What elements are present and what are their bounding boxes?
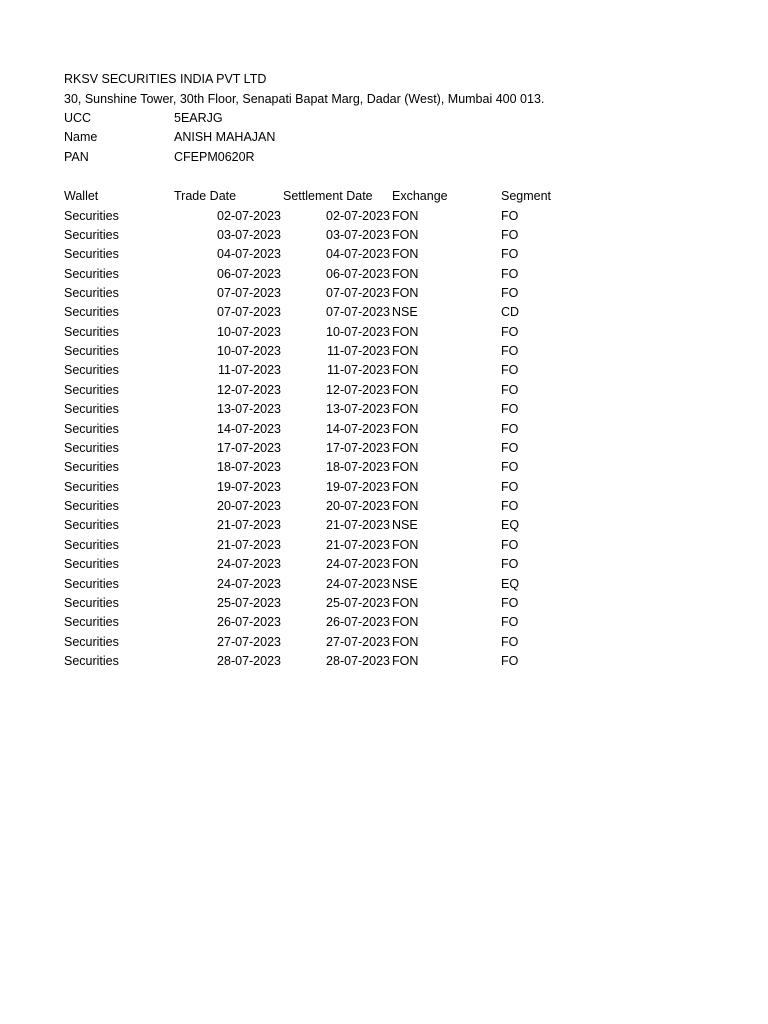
exchange-cell: FON — [392, 266, 419, 281]
wallet-cell: Securities — [64, 285, 119, 300]
segment-cell: FO — [501, 615, 519, 630]
trade-date-cell: 25-07-2023 — [217, 595, 281, 610]
table-row — [64, 613, 664, 632]
settlement-date-cell: 19-07-2023 — [326, 479, 390, 494]
exchange-cell: NSE — [392, 576, 418, 591]
trade-date-cell: 07-07-2023 — [217, 305, 281, 320]
exchange-cell: FON — [392, 324, 419, 339]
settlement-date-cell: 27-07-2023 — [326, 634, 390, 649]
wallet-cell: Securities — [64, 595, 119, 610]
wallet-cell: Securities — [64, 537, 119, 552]
segment-cell: FO — [501, 595, 519, 610]
wallet-cell: Securities — [64, 363, 119, 378]
exchange-cell: FON — [392, 460, 419, 475]
settlement-date-cell: 11-07-2023 — [326, 344, 390, 359]
settlement-date-cell: 02-07-2023 — [326, 208, 390, 223]
settlement-date-cell: 04-07-2023 — [326, 247, 390, 262]
header-wallet: Wallet — [64, 189, 99, 203]
exchange-cell: FON — [392, 557, 419, 572]
segment-cell: FO — [501, 402, 519, 417]
segment-cell: FO — [501, 479, 519, 494]
table-row — [64, 555, 664, 574]
wallet-cell: Securities — [64, 344, 119, 359]
exchange-cell: FON — [392, 402, 419, 417]
name-label: Name — [64, 130, 98, 144]
trade-date-cell: 28-07-2023 — [217, 654, 281, 668]
settlement-date-cell: 26-07-2023 — [326, 615, 390, 630]
table-row — [64, 381, 664, 400]
wallet-cell: Securities — [64, 460, 119, 475]
segment-cell: FO — [501, 382, 519, 397]
settlement-date-cell: 11-07-2023 — [326, 363, 390, 378]
settlement-date-cell: 13-07-2023 — [326, 402, 390, 417]
segment-cell: FO — [501, 440, 519, 455]
exchange-cell: FON — [392, 208, 419, 223]
table-header — [64, 187, 664, 206]
segment-cell: CD — [501, 305, 520, 320]
settlement-date-cell: 06-07-2023 — [326, 266, 390, 281]
table-row — [64, 536, 664, 555]
header-settlement-date: Settlement Date — [283, 189, 373, 203]
table-row — [64, 633, 664, 652]
trade-date-cell: 26-07-2023 — [217, 615, 281, 630]
table-row — [64, 516, 664, 535]
settlement-date-cell: 21-07-2023 — [326, 537, 390, 552]
wallet-cell: Securities — [64, 440, 119, 455]
exchange-cell: FON — [392, 285, 419, 300]
table-row — [64, 265, 664, 284]
exchange-cell: FON — [392, 440, 419, 455]
table-row — [64, 226, 664, 245]
trade-date-cell: 14-07-2023 — [217, 421, 281, 436]
exchange-cell: FON — [392, 654, 419, 668]
trade-date-cell: 21-07-2023 — [217, 537, 281, 552]
exchange-cell: FON — [392, 595, 419, 610]
wallet-cell: Securities — [64, 227, 119, 242]
name-value: ANISH MAHAJAN — [174, 130, 276, 144]
segment-cell: FO — [501, 537, 519, 552]
table-row — [64, 361, 664, 380]
settlement-date-cell: 28-07-2023 — [326, 654, 390, 668]
settlement-date-cell: 17-07-2023 — [326, 440, 390, 455]
trade-date-cell: 24-07-2023 — [217, 576, 281, 591]
exchange-cell: FON — [392, 344, 419, 359]
segment-cell: FO — [501, 227, 519, 242]
exchange-cell: FON — [392, 421, 419, 436]
settlement-date-cell: 07-07-2023 — [326, 285, 390, 300]
pan-value: CFEPM0620R — [174, 150, 255, 164]
exchange-cell: FON — [392, 247, 419, 262]
settlement-date-cell: 18-07-2023 — [326, 460, 390, 475]
header-exchange: Exchange — [392, 189, 448, 203]
settlement-date-cell: 21-07-2023 — [326, 518, 390, 533]
trade-date-cell: 10-07-2023 — [217, 344, 281, 359]
wallet-cell: Securities — [64, 615, 119, 630]
trade-date-cell: 27-07-2023 — [217, 634, 281, 649]
trade-date-cell: 24-07-2023 — [217, 557, 281, 572]
wallet-cell: Securities — [64, 208, 119, 223]
trade-date-cell: 04-07-2023 — [217, 247, 281, 262]
settlement-date-cell: 24-07-2023 — [326, 576, 390, 591]
table-row — [64, 323, 664, 342]
segment-cell: FO — [501, 557, 519, 572]
segment-cell: FO — [501, 363, 519, 378]
settlement-date-cell: 20-07-2023 — [326, 499, 390, 514]
table-row — [64, 652, 664, 671]
segment-cell: FO — [501, 634, 519, 649]
exchange-cell: FON — [392, 634, 419, 649]
table-row — [64, 342, 664, 361]
table-row — [64, 303, 664, 322]
exchange-cell: FON — [392, 479, 419, 494]
table-row — [64, 478, 664, 497]
exchange-cell: FON — [392, 227, 419, 242]
table-row — [64, 207, 664, 226]
trade-date-cell: 13-07-2023 — [217, 402, 281, 417]
settlement-date-cell: 12-07-2023 — [326, 382, 390, 397]
wallet-cell: Securities — [64, 382, 119, 397]
table-row — [64, 439, 664, 458]
wallet-cell: Securities — [64, 518, 119, 533]
exchange-cell: NSE — [392, 305, 418, 320]
exchange-cell: NSE — [392, 518, 418, 533]
wallet-cell: Securities — [64, 654, 119, 668]
header-segment: Segment — [501, 189, 552, 203]
table-row — [64, 400, 664, 419]
table-row — [64, 575, 664, 594]
table-row — [64, 245, 664, 264]
wallet-cell: Securities — [64, 499, 119, 514]
company-name: RKSV SECURITIES INDIA PVT LTD — [64, 72, 267, 86]
wallet-cell: Securities — [64, 402, 119, 417]
segment-cell: FO — [501, 344, 519, 359]
header-trade-date: Trade Date — [174, 189, 237, 203]
table-row — [64, 420, 664, 439]
ucc-value: 5EARJG — [174, 111, 223, 125]
client-pan-row — [64, 148, 664, 167]
segment-cell: FO — [501, 421, 519, 436]
settlement-date-cell: 07-07-2023 — [326, 305, 390, 320]
segment-cell: FO — [501, 266, 519, 281]
settlement-date-cell: 25-07-2023 — [326, 595, 390, 610]
wallet-cell: Securities — [64, 557, 119, 572]
wallet-cell: Securities — [64, 247, 119, 262]
settlement-date-cell: 10-07-2023 — [326, 324, 390, 339]
segment-cell: FO — [501, 460, 519, 475]
trade-date-cell: 03-07-2023 — [217, 227, 281, 242]
exchange-cell: FON — [392, 363, 419, 378]
exchange-cell: FON — [392, 499, 419, 514]
wallet-cell: Securities — [64, 634, 119, 649]
table-row — [64, 284, 664, 303]
table-row — [64, 497, 664, 516]
segment-cell: FO — [501, 499, 519, 514]
exchange-cell: FON — [392, 537, 419, 552]
wallet-cell: Securities — [64, 421, 119, 436]
segment-cell: FO — [501, 324, 519, 339]
trade-date-cell: 07-07-2023 — [217, 285, 281, 300]
segment-cell: EQ — [501, 518, 520, 533]
trade-date-cell: 06-07-2023 — [217, 266, 281, 281]
segment-cell: FO — [501, 208, 519, 223]
settlement-date-cell: 03-07-2023 — [326, 227, 390, 242]
trade-date-cell: 02-07-2023 — [217, 208, 281, 223]
segment-cell: FO — [501, 654, 519, 668]
trade-date-cell: 10-07-2023 — [217, 324, 281, 339]
trade-date-cell: 12-07-2023 — [217, 382, 281, 397]
trade-date-cell: 20-07-2023 — [217, 499, 281, 514]
wallet-cell: Securities — [64, 324, 119, 339]
wallet-cell: Securities — [64, 576, 119, 591]
trade-date-cell: 19-07-2023 — [217, 479, 281, 494]
table-row — [64, 458, 664, 477]
segment-cell: EQ — [501, 576, 520, 591]
settlement-date-cell: 24-07-2023 — [326, 557, 390, 572]
exchange-cell: FON — [392, 382, 419, 397]
trade-date-cell: 21-07-2023 — [217, 518, 281, 533]
wallet-cell: Securities — [64, 479, 119, 494]
company-address: 30, Sunshine Tower, 30th Floor, Senapati Bapat Marg, Dadar (West), Mumbai 400 013. — [64, 92, 545, 106]
wallet-cell: Securities — [64, 266, 119, 281]
exchange-cell: FON — [392, 615, 419, 630]
trade-date-cell: 11-07-2023 — [217, 363, 281, 378]
trade-date-cell: 17-07-2023 — [217, 440, 281, 455]
trade-date-cell: 18-07-2023 — [217, 460, 281, 475]
wallet-cell: Securities — [64, 305, 119, 320]
client-ucc-row — [64, 109, 664, 128]
ucc-label: UCC — [64, 111, 92, 125]
table-row — [64, 594, 664, 613]
segment-cell: FO — [501, 285, 519, 300]
segment-cell: FO — [501, 247, 519, 262]
pan-label: PAN — [64, 150, 89, 164]
settlement-date-cell: 14-07-2023 — [326, 421, 390, 436]
client-name-row — [64, 128, 664, 147]
